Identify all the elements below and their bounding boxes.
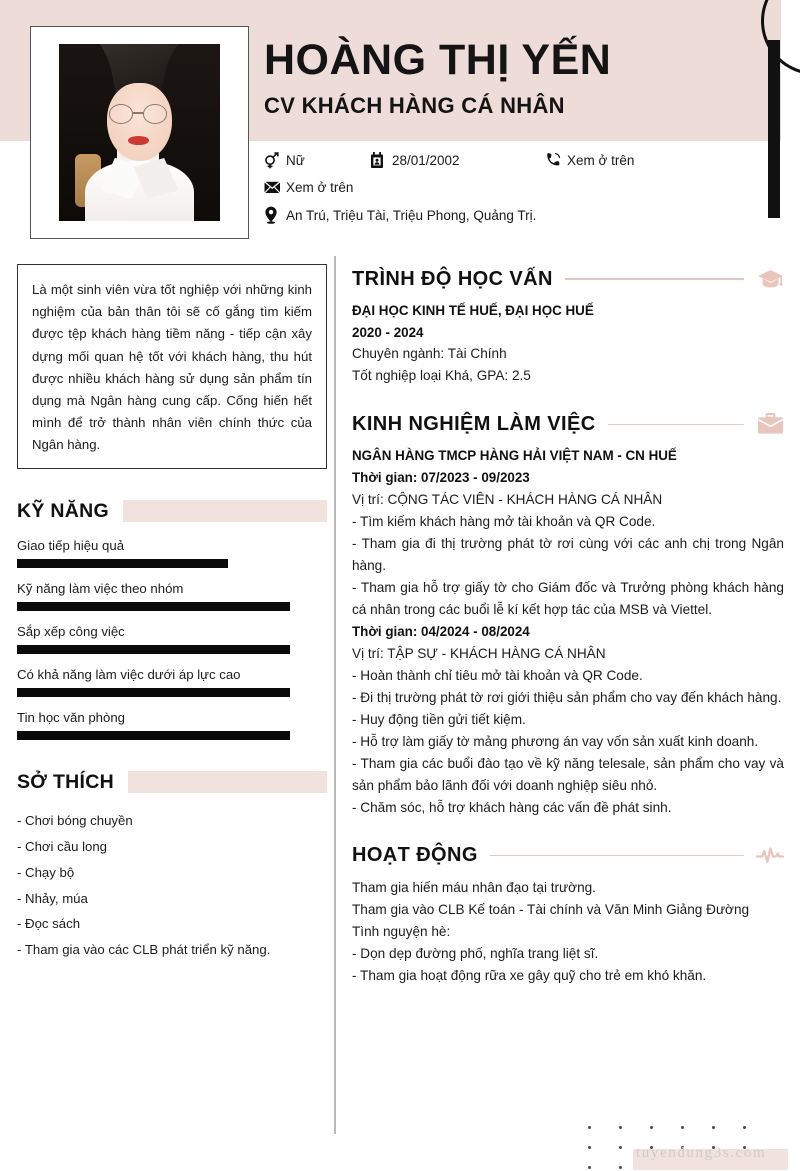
education-section [352, 262, 784, 387]
summary-box [17, 264, 327, 469]
contact-address-value: An Trú, Triệu Tài, Triệu Phong, Quảng Trị. [286, 207, 537, 223]
skills-heading [17, 497, 327, 525]
summary-text: Là một sinh viên vừa tốt nghiệp với những kinh nghiệm của bản thân tôi sẽ cố gắng tìm kiếm được tệp khách hàng tiềm năng - tiếp cận xây dựng mối quan hệ tốt với khách hàng, thu hút được nhiều khách hàng sử dụng sản phẩm tín dụng mà Ngân hàng cung cấp. Cống hiến hết mình để trở thành nhân viên chính thức của Ngân hàng. [32, 282, 312, 453]
column-divider [334, 256, 336, 1134]
education-school: ĐẠI HỌC KINH TẾ HUẾ, ĐẠI HỌC HUẾ [352, 303, 594, 318]
contact-gender [264, 152, 370, 169]
contact-dob-value: 28/01/2002 [392, 153, 460, 168]
gender-icon [264, 152, 286, 169]
skill-bar-track [17, 731, 327, 740]
photo-lips [128, 136, 149, 145]
experience-job [352, 621, 784, 819]
contact-row-3 [264, 206, 774, 224]
education-result: Tốt nghiệp loại Khá, GPA: 2.5 [352, 368, 531, 384]
cv-subtitle: CV KHÁCH HÀNG CÁ NHÂN [264, 92, 565, 118]
contact-phone [545, 152, 634, 169]
graduation-cap-icon [756, 266, 784, 292]
experience-job [352, 467, 784, 621]
job-bullet: - Tham gia các buổi đào tạo về kỹ năng telesale, sản phẩm cho vay và sản phẩm bảo lãnh đối với doanh nghiệp siêu nhỏ. [352, 755, 784, 793]
watermark-text: tuyendung3s.com [636, 1145, 767, 1161]
skill-bar-track [17, 559, 327, 568]
header-text-group [264, 38, 611, 119]
profile-photo-frame [30, 26, 249, 239]
list-item: - Tham gia vào các CLB phát triển kỹ năng. [17, 942, 271, 958]
job-bullet: - Tham gia đi thị trường phát tờ rơi cùng với các anh chị trong Ngân hàng. [352, 535, 784, 573]
skill-bar-track [17, 688, 327, 697]
photo-glasses-bridge [133, 112, 143, 114]
job-bullet: - Tham gia hỗ trợ giấy tờ cho Giám đốc và Trưởng phòng khách hàng cá nhân trong các buổi lễ kí kết hợp tác của MSB và Viettel. [352, 579, 784, 617]
contact-phone-value: Xem ở trên [567, 153, 635, 168]
hobbies-heading-block [128, 771, 327, 793]
list-item: - Chơi cầu long [17, 839, 108, 855]
location-pin-icon [264, 206, 286, 224]
contact-address [264, 206, 536, 224]
hobbies-list [17, 808, 327, 962]
activities-heading [352, 839, 784, 873]
contact-email [264, 180, 353, 195]
right-column [352, 262, 784, 991]
experience-section [352, 407, 784, 818]
avatar [59, 44, 220, 221]
watermark [588, 1118, 788, 1168]
job-period: Thời gian: 04/2024 - 08/2024 [352, 623, 530, 639]
job-bullet: - Tìm kiếm khách hàng mở tài khoản và QR Code. [352, 513, 656, 529]
contact-list [264, 152, 774, 235]
list-item: - Đọc sách [17, 916, 81, 932]
experience-company: NGÂN HÀNG TMCP HÀNG HẢI VIỆT NAM - CN HUẾ [352, 448, 677, 464]
skill-item [17, 710, 327, 740]
skill-label: Sắp xếp công việc [17, 624, 125, 640]
list-item: - Chạy bộ [17, 864, 75, 880]
experience-title: KINH NGHIỆM LÀM VIỆC [352, 412, 596, 435]
job-position: Vị trí: CỘNG TÁC VIÊN - KHÁCH HÀNG CÁ NHÂN [352, 491, 663, 507]
education-major: Chuyên ngành: Tài Chính [352, 346, 507, 362]
hobbies-section [17, 768, 327, 962]
education-title: TRÌNH ĐỘ HỌC VẤN [352, 267, 553, 290]
skill-item [17, 667, 327, 697]
education-years: 2020 - 2024 [352, 324, 424, 340]
skills-heading-block [123, 500, 327, 522]
list-item: - Nhảy, múa [17, 890, 88, 906]
job-bullet: - Chăm sóc, hỗ trợ khách hàng các vấn đề phát sinh. [352, 799, 672, 815]
photo-glasses-right [143, 104, 167, 123]
skill-bar-fill [17, 559, 228, 568]
job-period: Thời gian: 07/2023 - 09/2023 [352, 470, 530, 486]
skills-section [17, 497, 327, 740]
skill-bar-fill [17, 688, 290, 697]
contact-gender-value: Nữ [286, 153, 305, 168]
skill-item [17, 538, 327, 568]
activity-item: - Dọn dẹp đường phố, nghĩa trang liệt sĩ. [352, 945, 599, 961]
activities-section [352, 839, 784, 987]
contact-row-1 [264, 152, 774, 169]
experience-body [352, 445, 784, 818]
skill-item [17, 581, 327, 611]
education-rule [565, 278, 744, 279]
phone-icon [545, 152, 567, 169]
hobbies-heading [17, 768, 327, 796]
pulse-icon [756, 843, 784, 869]
skill-bar-track [17, 645, 327, 654]
briefcase-icon [756, 411, 784, 437]
contact-dob [370, 152, 545, 169]
activities-body [352, 877, 784, 987]
experience-rule [608, 424, 744, 425]
calendar-icon [370, 152, 392, 169]
skill-label: Có khả năng làm việc dưới áp lực cao [17, 667, 241, 683]
job-bullet: - Đi thị trường phát tờ rơi giới thiệu sản phẩm cho vay đến khách hàng. [352, 689, 782, 705]
job-position: Vị trí: TẬP SỰ - KHÁCH HÀNG CÁ NHÂN [352, 645, 606, 661]
page-title: HOÀNG THỊ YẾN [264, 36, 612, 84]
skill-label: Kỹ năng làm việc theo nhóm [17, 581, 184, 597]
activity-item: Tình nguyện hè: [352, 923, 451, 939]
skill-bar-fill [17, 731, 290, 740]
activity-item: Tham gia hiến máu nhân đạo tại trường. [352, 879, 596, 895]
education-heading [352, 262, 784, 296]
list-item: - Chơi bóng chuyền [17, 813, 133, 829]
education-body [352, 300, 784, 387]
activities-rule [490, 855, 744, 856]
skill-bar-fill [17, 645, 290, 654]
skills-title: KỸ NĂNG [17, 499, 110, 522]
skill-bar-fill [17, 602, 290, 611]
skill-label: Tin học văn phòng [17, 710, 126, 726]
skill-label: Giao tiếp hiệu quả [17, 538, 125, 554]
activity-item: - Tham gia hoạt động rữa xe gây quỹ cho trẻ em khó khăn. [352, 967, 707, 983]
left-column [17, 264, 327, 963]
contact-row-2 [264, 180, 774, 195]
contact-email-value: Xem ở trên [286, 180, 354, 195]
job-bullet: - Huy động tiền gửi tiết kiệm. [352, 711, 526, 727]
envelope-icon [264, 181, 286, 194]
photo-glasses-left [109, 104, 133, 123]
experience-heading [352, 407, 784, 441]
activities-title: HOẠT ĐỘNG [352, 844, 478, 867]
hobbies-title: SỞ THÍCH [17, 770, 115, 793]
skill-bar-track [17, 602, 327, 611]
activity-item: Tham gia vào CLB Kế toán - Tài chính và Văn Minh Giảng Đường [352, 901, 750, 917]
job-bullet: - Hoàn thành chỉ tiêu mở tài khoản và QR Code. [352, 667, 643, 683]
job-bullet: - Hỗ trợ làm giấy tờ mảng phương án vay vốn sản xuất kinh doanh. [352, 733, 759, 749]
skill-item [17, 624, 327, 654]
